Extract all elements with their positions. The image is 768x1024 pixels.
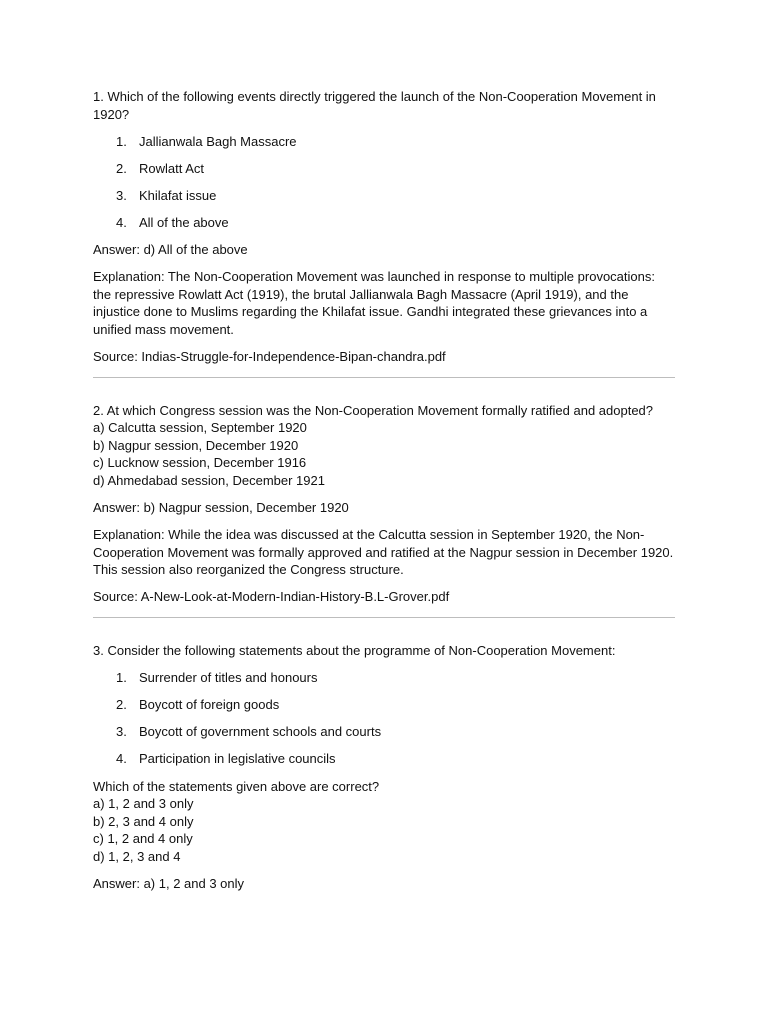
document-page bbox=[93, 88, 675, 902]
option: c) Lucknow session, December 1916 bbox=[93, 455, 307, 471]
question-3-list bbox=[93, 669, 675, 768]
list-item: 1. Jallianwala Bagh Massacre bbox=[116, 133, 297, 149]
question-1 bbox=[93, 88, 675, 366]
question-1-list bbox=[93, 133, 675, 232]
list-item: 3. Boycott of government schools and courts bbox=[116, 724, 382, 740]
question-3-options bbox=[93, 778, 675, 866]
option: a) Calcutta session, September 1920 bbox=[93, 420, 307, 436]
question-3-text: 3. Consider the following statements about the programme of Non-Cooperation Movement: bbox=[93, 643, 616, 659]
option: b) Nagpur session, December 1920 bbox=[93, 437, 299, 453]
option: a) 1, 2 and 3 only bbox=[93, 796, 194, 812]
question-3-prompt: Which of the statements given above are correct? bbox=[93, 778, 380, 794]
option: d) Ahmedabad session, December 1921 bbox=[93, 473, 325, 488]
question-2-block bbox=[93, 402, 675, 490]
option: d) 1, 2, 3 and 4 bbox=[93, 848, 181, 864]
list-item: 2. Boycott of foreign goods bbox=[116, 697, 280, 713]
question-2-source: Source: A-New-Look-at-Modern-Indian-History-B.L-Grover.pdf bbox=[93, 589, 450, 605]
divider bbox=[93, 377, 675, 378]
divider bbox=[93, 617, 675, 618]
question-1-source: Source: Indias-Struggle-for-Independence-Bipan-chandra.pdf bbox=[93, 349, 446, 365]
list-item: 4. Participation in legislative councils bbox=[116, 751, 336, 767]
question-1-answer: Answer: d) All of the above bbox=[93, 242, 248, 258]
list-item: 4. All of the above bbox=[116, 214, 229, 230]
question-3-answer: Answer: a) 1, 2 and 3 only bbox=[93, 876, 245, 891]
question-2-answer: Answer: b) Nagpur session, December 1920 bbox=[93, 500, 349, 516]
list-item: 3. Khilafat issue bbox=[116, 187, 217, 203]
option: c) 1, 2 and 4 only bbox=[93, 831, 193, 847]
option: b) 2, 3 and 4 only bbox=[93, 813, 194, 829]
question-3 bbox=[93, 642, 675, 893]
list-item: 2. Rowlatt Act bbox=[116, 160, 205, 176]
list-item: 1. Surrender of titles and honours bbox=[116, 670, 318, 686]
question-1-explanation: Explanation: The Non-Cooperation Movement was launched in response to multiple provocations: the repressive Rowlatt Act (1919), the brutal Jallianwala Bagh Massacre (April 1919), and the injustice done to Muslims regarding the Khilafat issue. Gandhi integrated these grievances into a unified mass movement. bbox=[93, 269, 655, 337]
question-1-text: 1. Which of the following events directly triggered the launch of the Non-Cooperation Movement in 1920? bbox=[93, 89, 656, 122]
question-2-explanation: Explanation: While the idea was discussed at the Calcutta session in September 1920, the Non-Cooperation Movement was formally approved and ratified at the Nagpur session in December 1920. This session also reorganized the Congress structure. bbox=[93, 527, 674, 578]
question-2-text: 2. At which Congress session was the Non-Cooperation Movement formally ratified and adopted? bbox=[93, 402, 654, 418]
question-2 bbox=[93, 402, 675, 606]
